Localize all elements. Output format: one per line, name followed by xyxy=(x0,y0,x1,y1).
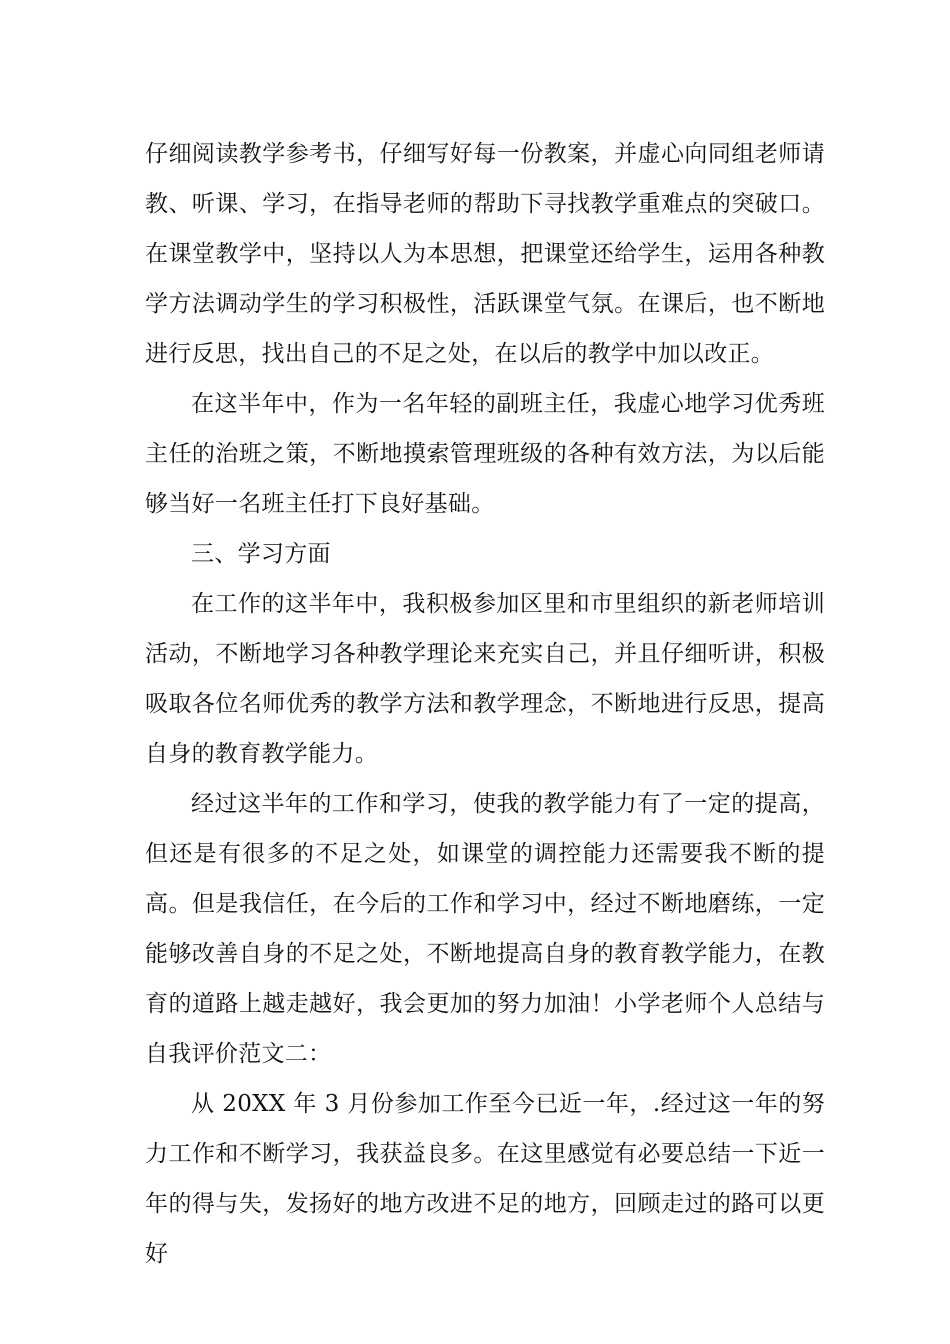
paragraph-teaching-continued: 仔细阅读教学参考书，仔细写好每一份教案，并虚心向同组老师请教、听课、学习，在指导老师的帮助下寻找教学重难点的突破口。在课堂教学中，坚持以人为本思想，把课堂还给学生，运用各种教学方法调动学生的学习积极性，活跃课堂气氛。在课后，也不断地进行反思，找出自己的不足之处，在以后的教学中加以改正。 xyxy=(145,141,825,367)
paragraph-training: 在工作的这半年中，我积极参加区里和市里组织的新老师培训活动，不断地学习各种教学理论来充实自己，并且仔细听讲，积极吸取各位名师优秀的教学方法和教学理念，不断地进行反思，提高自身的教育教学能力。 xyxy=(145,591,825,767)
paragraph-sample-two: 从 20XX 年 3 月份参加工作至今已近一年，.经过这一年的努力工作和不断学习，我获益良多。在这里感觉有必要总结一下近一年的得与失，发扬好的地方改进不足的地方，回顾走过的路可以更好 xyxy=(145,1091,825,1267)
paragraph-summary: 经过这半年的工作和学习，使我的教学能力有了一定的提高，但还是有很多的不足之处，如课堂的调控能力还需要我不断的提高。但是我信任，在今后的工作和学习中，经过不断地磨练，一定能够改善自身的不足之处，不断地提高自身的教育教学能力，在教育的道路上越走越好，我会更加的努力加油！小学老师个人总结与自我评价范文二： xyxy=(145,791,825,1067)
paragraph-class-teacher: 在这半年中，作为一名年轻的副班主任，我虚心地学习优秀班主任的治班之策，不断地摸索管理班级的各种有效方法，为以后能够当好一名班主任打下良好基础。 xyxy=(145,391,825,517)
section-heading-study: 三、学习方面 xyxy=(191,541,331,567)
document-body xyxy=(145,129,825,1279)
